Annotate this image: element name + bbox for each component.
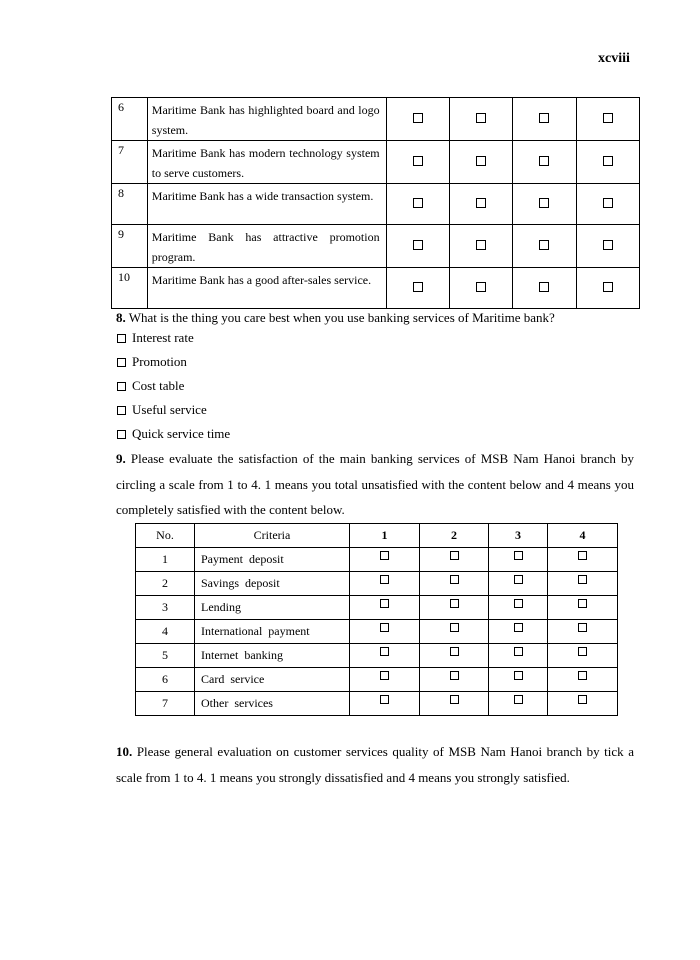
checkbox-rating-1[interactable]	[380, 575, 389, 584]
rating-cell	[548, 668, 618, 692]
checkbox-rating-1[interactable]	[413, 282, 423, 292]
row-number: 2	[136, 572, 195, 596]
table-row	[136, 596, 618, 620]
row-criteria: Savings deposit	[195, 572, 350, 596]
question-8	[116, 306, 555, 330]
checkbox-rating-2[interactable]	[450, 647, 459, 656]
checkbox-rating-3[interactable]	[514, 575, 523, 584]
row-number: 1	[136, 548, 195, 572]
row-number: 10	[112, 268, 148, 309]
rating-cell	[489, 668, 548, 692]
checkbox-rating-1[interactable]	[413, 156, 423, 166]
header-criteria: Criteria	[195, 524, 350, 548]
q8-option	[117, 426, 230, 442]
checkbox-rating-3[interactable]	[514, 671, 523, 680]
row-number: 7	[112, 141, 148, 184]
option-label: Interest rate	[132, 330, 194, 345]
question-9-number: 9.	[116, 451, 126, 466]
row-criteria: Lending	[195, 596, 350, 620]
row-criteria: Other services	[195, 692, 350, 716]
rating-cell	[548, 692, 618, 716]
rating-cell	[420, 668, 489, 692]
rating-cell	[548, 548, 618, 572]
rating-cell	[449, 98, 512, 141]
rating-cell	[350, 596, 420, 620]
checkbox-rating-1[interactable]	[380, 647, 389, 656]
table-row	[112, 98, 640, 141]
header-score-4: 4	[548, 524, 618, 548]
rating-cell	[489, 572, 548, 596]
rating-cell	[420, 548, 489, 572]
table-row	[112, 141, 640, 184]
rating-cell	[576, 225, 639, 268]
rating-cell	[420, 572, 489, 596]
checkbox-rating-2[interactable]	[450, 575, 459, 584]
checkbox-rating-2[interactable]	[476, 113, 486, 123]
row-statement: Maritime Bank has a wide transaction system.	[147, 184, 386, 225]
rating-cell	[386, 184, 449, 225]
rating-cell	[489, 620, 548, 644]
checkbox-rating-4[interactable]	[578, 551, 587, 560]
checkbox-rating-2[interactable]	[450, 623, 459, 632]
row-criteria: Payment deposit	[195, 548, 350, 572]
checkbox-rating-1[interactable]	[380, 551, 389, 560]
header-score-3: 3	[489, 524, 548, 548]
checkbox-rating-3[interactable]	[514, 599, 523, 608]
checkbox-rating-3[interactable]	[514, 551, 523, 560]
rating-cell	[449, 225, 512, 268]
checkbox-rating-2[interactable]	[476, 240, 486, 250]
rating-cell	[576, 141, 639, 184]
q8-option	[117, 354, 187, 370]
checkbox[interactable]	[117, 334, 126, 343]
rating-cell	[513, 225, 576, 268]
checkbox-rating-4[interactable]	[603, 156, 613, 166]
checkbox-rating-4[interactable]	[578, 599, 587, 608]
checkbox-rating-4[interactable]	[603, 282, 613, 292]
rating-cell	[489, 596, 548, 620]
page-number: xcviii	[598, 51, 630, 66]
checkbox-rating-1[interactable]	[380, 671, 389, 680]
option-label: Quick service time	[132, 426, 231, 441]
table-row	[136, 644, 618, 668]
checkbox-rating-1[interactable]	[380, 623, 389, 632]
checkbox-rating-4[interactable]	[603, 113, 613, 123]
checkbox[interactable]	[117, 382, 126, 391]
row-number: 5	[136, 644, 195, 668]
checkbox[interactable]	[117, 406, 126, 415]
row-criteria: Card service	[195, 668, 350, 692]
table-row	[136, 548, 618, 572]
question-9-text: Please evaluate the satisfaction of the main banking services of MSB Nam Hanoi branch by circling a scale from 1 to 4. 1 means you total unsatisfied with the content below and 4 means you completely satisfied with the content below.	[116, 451, 634, 517]
header-score-1: 1	[350, 524, 420, 548]
checkbox-rating-2[interactable]	[476, 156, 486, 166]
checkbox-rating-4[interactable]	[603, 198, 613, 208]
rating-cell	[548, 620, 618, 644]
service-satisfaction-table	[135, 523, 618, 716]
checkbox-rating-1[interactable]	[413, 240, 423, 250]
table-header-row	[136, 524, 618, 548]
rating-cell	[513, 98, 576, 141]
option-label: Useful service	[132, 402, 207, 417]
rating-cell	[350, 572, 420, 596]
rating-cell	[420, 644, 489, 668]
checkbox-rating-2[interactable]	[450, 551, 459, 560]
table-row	[112, 268, 640, 309]
row-criteria: Internet banking	[195, 644, 350, 668]
row-number: 9	[112, 225, 148, 268]
evaluation-table-continued	[111, 97, 640, 309]
rating-cell	[489, 692, 548, 716]
rating-cell	[576, 98, 639, 141]
checkbox-rating-3[interactable]	[539, 240, 549, 250]
row-statement: Maritime Bank has attractive promotion program.	[147, 225, 386, 268]
checkbox-rating-3[interactable]	[539, 198, 549, 208]
checkbox[interactable]	[117, 430, 126, 439]
table-row	[136, 620, 618, 644]
q8-option	[117, 378, 184, 394]
row-number: 6	[136, 668, 195, 692]
rating-cell	[576, 184, 639, 225]
rating-cell	[489, 548, 548, 572]
option-label: Promotion	[132, 354, 187, 369]
rating-cell	[449, 184, 512, 225]
row-number: 6	[112, 98, 148, 141]
rating-cell	[350, 644, 420, 668]
row-statement: Maritime Bank has modern technology system to serve customers.	[147, 141, 386, 184]
checkbox-rating-4[interactable]	[578, 575, 587, 584]
checkbox-rating-1[interactable]	[380, 695, 389, 704]
rating-cell	[420, 692, 489, 716]
rating-cell	[386, 141, 449, 184]
checkbox-rating-3[interactable]	[514, 623, 523, 632]
question-10-number: 10.	[116, 744, 133, 759]
checkbox-rating-2[interactable]	[450, 599, 459, 608]
checkbox-rating-4[interactable]	[578, 695, 587, 704]
row-number: 4	[136, 620, 195, 644]
rating-cell	[548, 572, 618, 596]
header-no: No.	[136, 524, 195, 548]
table-row	[112, 184, 640, 225]
row-number: 3	[136, 596, 195, 620]
checkbox-rating-3[interactable]	[514, 695, 523, 704]
rating-cell	[449, 268, 512, 309]
checkbox-rating-4[interactable]	[603, 240, 613, 250]
row-statement: Maritime Bank has highlighted board and logo system.	[147, 98, 386, 141]
option-label: Cost table	[132, 378, 185, 393]
rating-cell	[576, 268, 639, 309]
rating-cell	[513, 268, 576, 309]
rating-cell	[350, 668, 420, 692]
row-criteria: International payment	[195, 620, 350, 644]
table-row	[136, 692, 618, 716]
question-10	[116, 739, 634, 791]
rating-cell	[420, 620, 489, 644]
rating-cell	[350, 548, 420, 572]
rating-cell	[350, 620, 420, 644]
checkbox-rating-2[interactable]	[476, 282, 486, 292]
rating-cell	[548, 644, 618, 668]
q8-option	[117, 330, 194, 346]
rating-cell	[449, 141, 512, 184]
question-10-text: Please general evaluation on customer services quality of MSB Nam Hanoi branch by tick a scale from 1 to 4. 1 means you strongly dissatisfied and 4 means you strongly satisfied.	[116, 744, 634, 785]
checkbox-rating-3[interactable]	[539, 282, 549, 292]
table-row	[136, 572, 618, 596]
q8-option	[117, 402, 207, 418]
checkbox[interactable]	[117, 358, 126, 367]
checkbox-rating-4[interactable]	[578, 647, 587, 656]
row-number: 7	[136, 692, 195, 716]
header-score-2: 2	[420, 524, 489, 548]
table-row	[112, 225, 640, 268]
table-row	[136, 668, 618, 692]
rating-cell	[386, 225, 449, 268]
checkbox-rating-3[interactable]	[539, 113, 549, 123]
question-9	[116, 446, 634, 523]
checkbox-rating-3[interactable]	[539, 156, 549, 166]
rating-cell	[386, 268, 449, 309]
rating-cell	[513, 141, 576, 184]
checkbox-rating-3[interactable]	[514, 647, 523, 656]
checkbox-rating-1[interactable]	[413, 198, 423, 208]
rating-cell	[350, 692, 420, 716]
checkbox-rating-1[interactable]	[380, 599, 389, 608]
checkbox-rating-4[interactable]	[578, 623, 587, 632]
rating-cell	[386, 98, 449, 141]
checkbox-rating-2[interactable]	[450, 695, 459, 704]
rating-cell	[548, 596, 618, 620]
rating-cell	[489, 644, 548, 668]
row-statement: Maritime Bank has a good after-sales service.	[147, 268, 386, 309]
checkbox-rating-1[interactable]	[413, 113, 423, 123]
question-8-text: What is the thing you care best when you use banking services of Maritime bank?	[125, 310, 555, 325]
checkbox-rating-2[interactable]	[476, 198, 486, 208]
rating-cell	[513, 184, 576, 225]
question-8-number: 8.	[116, 310, 126, 325]
checkbox-rating-2[interactable]	[450, 671, 459, 680]
checkbox-rating-4[interactable]	[578, 671, 587, 680]
row-number: 8	[112, 184, 148, 225]
rating-cell	[420, 596, 489, 620]
